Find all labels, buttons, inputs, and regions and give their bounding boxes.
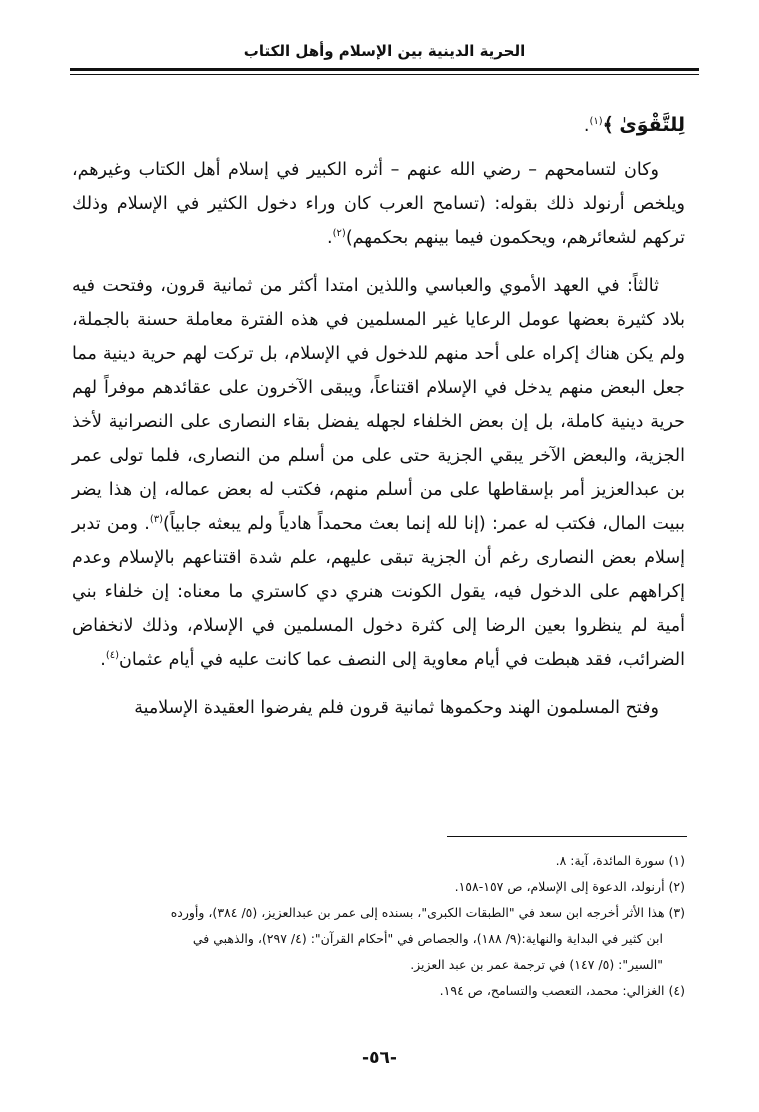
- main-text: [72, 108, 685, 739]
- footnote-1: (١) سورة المائدة، آية: ٨.: [555, 853, 685, 868]
- footnote-2: (٢) أرنولد، الدعوة إلى الإسلام، ص ١٥٧-١٥٨.: [454, 879, 685, 894]
- header-rule: [70, 68, 699, 75]
- verse-bracket: ﴾: [602, 114, 614, 136]
- paragraph-umayyad-abbasid: ثالثاً: في العهد الأموي والعباسي واللذين امتدا أكثر من ثمانية قرون، وفتحت فيه بلاد كثيرة بعضها عومل الرعايا غير المسلمين في هذه الفترة معاملة حسنة بالجملة، ولم يكن هناك إكراه على أحد منهم للدخول في الإسلام، بل تركت لهم حرية دينية مما جعل البعض منهم يدخل في الإسلام اقتناعاً، ويبقى الآخرون على عقائدهم موفراً لهم حرية دينية كاملة، بل إن بعض الخلفاء لجهله يفضل بقاء النصارى على النصرانية لأخذ الجزية، والبعض الآخر يبقي الجزية حتى على من أسلم من النصارى، فلما تولى عمر بن عبدالعزيز أمر بإسقاطها على من أسلم منهم، فكتب له بعض عماله، إن هذا يضر ببيت المال، فكتب له عمر: (إنا لله إنما بعث محمداً هادياً ولم يبعثه جابياً)$^{(٣)}$. ومن تدبر إسلام بعض النصارى رغم أن الجزية تبقى عليهم، علم شدة اقتناعهم بالإسلام وعدم إكراههم على الدخول فيه، يقول الكونت هنري دي كاستري ما معناه: إن خلفاء بني أمية لم ينظروا بعين الرضا إلى كثرة دخول المسلمين في الإسلام، وذلك لانخفاض الضرائب، فقد هبطت في أيام معاوية إلى النصف عما كانت عليه في أيام عثمان$^{(٤)}$.: [72, 276, 686, 670]
- page-number: -٥٦-: [362, 1048, 397, 1068]
- paragraph-india: [72, 691, 685, 725]
- footnote-ref-3: (٣): [149, 514, 164, 526]
- paragraph-2a-text: ثالثاً: في العهد الأموي والعباسي واللذين امتدا أكثر من ثمانية قرون، وفتحت فيه بلاد كثيرة بعضها عومل الرعايا غير المسلمين في هذه الفترة معاملة حسنة بالجملة، ولم يكن هناك إكراه على أحد منهم للدخول في الإسلام، بل تركت لهم حرية دينية مما جعل البعض منهم يدخل في الإسلام اقتناعاً، ويبقى الآخرون على عقائدهم موفراً لهم حرية دينية كاملة، بل إن بعض الخلفاء لجهله يفضل بقاء النصارى على النصرانية لأخذ الجزية، والبعض الآخر يبقي الجزية حتى على من أسلم من النصارى، فلما تولى عمر بن عبدالعزيز أمر بإسقاطها على من أسلم منهم، فكتب له بعض عماله، إن هذا يضر ببيت المال، فكتب له عمر: (إنا لله إنما بعث محمداً هادياً ولم يبعثه جابياً): [72, 276, 686, 534]
- footnote-ref-4: (٤): [105, 650, 119, 662]
- footnote-3-line-1: (٣) هذا الأثر أخرجه ابن سعد في "الطبقات الكبرى"، بسنده إلى عمر بن عبدالعزيز، (٥/ ٣٨٤)، وأورده: [170, 905, 685, 920]
- paragraph-3-text: وفتح المسلمون الهند وحكموها ثمانية قرون فلم يفرضوا العقيدة الإسلامية: [134, 698, 659, 718]
- running-header: الحرية الدينية بين الإسلام وأهل الكتاب: [243, 42, 526, 60]
- footnote-ref-2: (٢): [332, 228, 346, 240]
- verse-text: لِلتَّقْوَىٰ: [619, 114, 685, 136]
- verse-ending: لِلتَّقْوَىٰ ﴾$^{(١)}$.: [583, 114, 685, 136]
- paragraph-tolerance: وكان لتسامحهم – رضي الله عنهم – أثره الكبير في إسلام أهل الكتاب وغيرهم، ويلخص أرنولد ذلك بقوله: (تسامح العرب كان وراء دخول الكثير في الإسلام وذلك تركهم لشعائرهم، ويحكمون فيما بينهم بحكمهم)$^{(٢)}$.: [72, 160, 685, 248]
- footnote-separator: [447, 836, 687, 837]
- paragraph-1-text: وكان لتسامحهم – رضي الله عنهم – أثره الكبير في إسلام أهل الكتاب وغيرهم، ويلخص أرنولد ذلك بقوله: (تسامح العرب كان وراء دخول الكثير في الإسلام وذلك تركهم لشعائرهم، ويحكمون فيما بينهم بحكمهم): [72, 160, 685, 248]
- footnotes: [72, 848, 685, 1004]
- footnote-3-line-3: "السير": (٥/ ١٤٧) في ترجمة عمر بن عبد العزيز.: [410, 957, 663, 972]
- footnote-3-line-2: ابن كثير في البداية والنهاية:(٩/ ١٨٨)، والجصاص في "أحكام القرآن": (٤/ ٢٩٧)، والذهبي في: [192, 931, 663, 946]
- paragraph-2b-text: . ومن تدبر إسلام بعض النصارى رغم أن الجزية تبقى عليهم، علم شدة اقتناعهم بالإسلام وعدم إكراههم على الدخول فيه، يقول الكونت هنري دي كاستري ما معناه: إن خلفاء بني أمية لم ينظروا بعين الرضا إلى كثرة دخول المسلمين في الإسلام، وذلك لانخفاض الضرائب، فقد هبطت في أيام معاوية إلى النصف عما كانت عليه في أيام عثمان: [72, 514, 685, 670]
- footnote-ref-1: (١): [589, 116, 603, 128]
- footnote-4: (٤) الغزالي: محمد، التعصب والتسامح، ص ١٩٤.: [439, 983, 685, 998]
